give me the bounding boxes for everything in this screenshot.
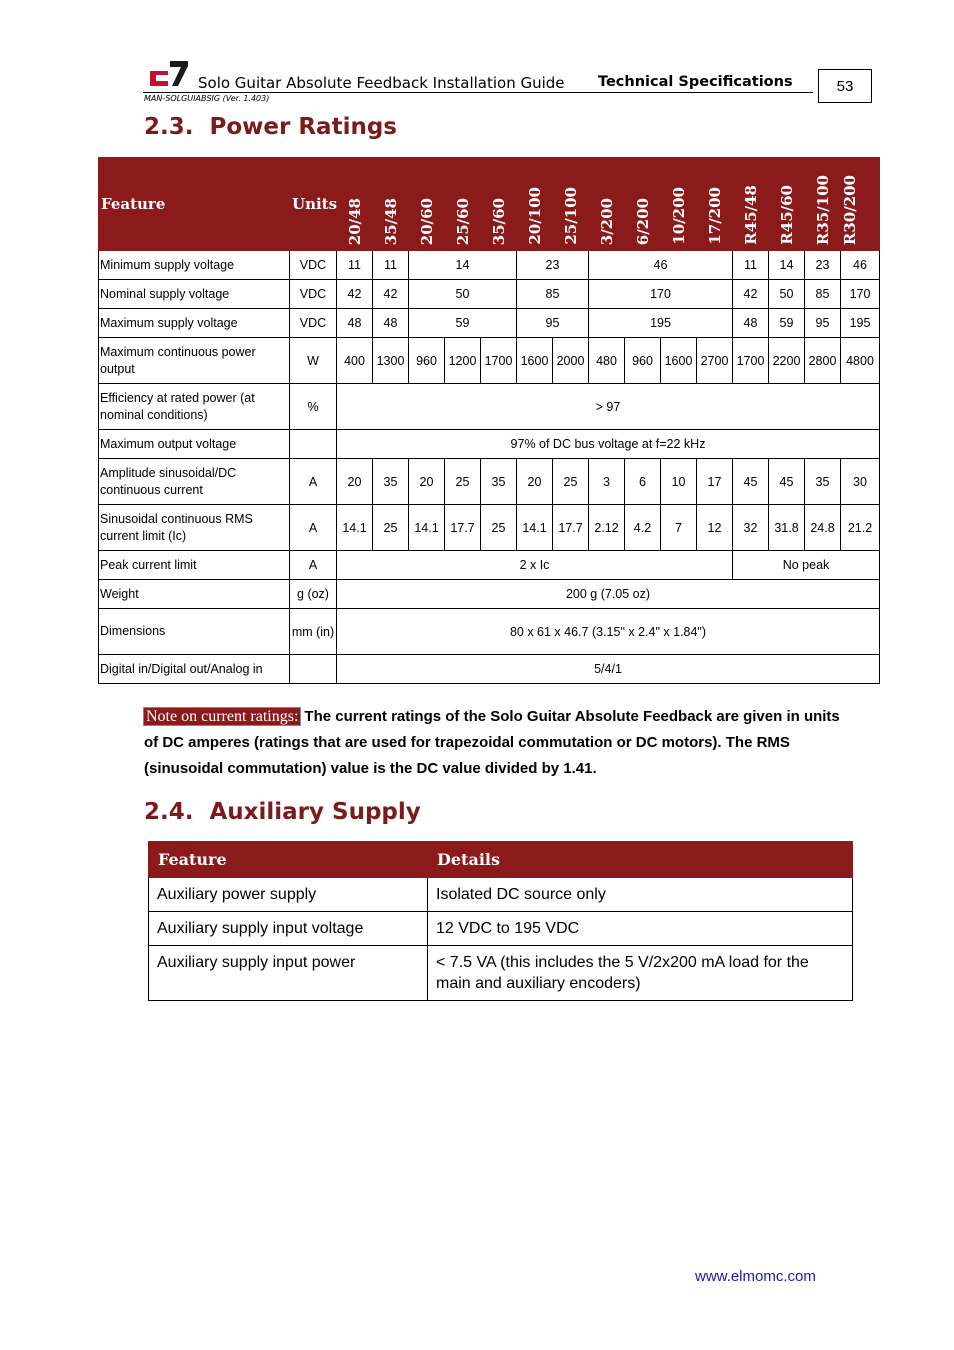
column-header-model bbox=[733, 158, 769, 251]
value-cell: 480 bbox=[589, 338, 625, 384]
table-cell: Isolated DC source only bbox=[428, 878, 853, 912]
column-header-model bbox=[373, 158, 409, 251]
note-label: Note on current ratings: bbox=[146, 708, 299, 725]
value-cell: 2700 bbox=[697, 338, 733, 384]
table-row bbox=[149, 912, 853, 946]
elmo-logo-icon bbox=[148, 59, 190, 89]
value-cell: 7 bbox=[661, 505, 697, 551]
model-label: 6/200 bbox=[633, 197, 652, 245]
table-cell: Auxiliary supply input voltage bbox=[149, 912, 428, 946]
value-cell: 25 bbox=[373, 505, 409, 551]
value-cell: 42 bbox=[373, 280, 409, 309]
column-header-model bbox=[661, 158, 697, 251]
unit-cell: % bbox=[290, 384, 337, 430]
value-cell: 42 bbox=[337, 280, 373, 309]
footer-website-link[interactable]: www.elmomc.com bbox=[695, 1268, 816, 1285]
page-number: 53 bbox=[818, 69, 872, 103]
model-label: 17/200 bbox=[705, 187, 724, 245]
feature-cell: Minimum supply voltage bbox=[99, 251, 290, 280]
section-number: 2.3. bbox=[144, 114, 194, 140]
value-cell: 35 bbox=[481, 459, 517, 505]
column-header-model bbox=[697, 158, 733, 251]
value-cell: 2 x Ic bbox=[337, 551, 733, 580]
value-cell: 10 bbox=[661, 459, 697, 505]
value-cell: 14.1 bbox=[337, 505, 373, 551]
value-cell: 80 x 61 x 46.7 (3.15" x 2.4" x 1.84") bbox=[337, 609, 880, 655]
unit-cell: A bbox=[290, 551, 337, 580]
value-cell: 85 bbox=[805, 280, 841, 309]
table-cell: < 7.5 VA (this includes the 5 V/2x200 mA load for the main and auxiliary encoders) bbox=[428, 946, 853, 1001]
value-cell: 14 bbox=[409, 251, 517, 280]
unit-cell: W bbox=[290, 338, 337, 384]
column-header-model bbox=[769, 158, 805, 251]
value-cell: 25 bbox=[481, 505, 517, 551]
value-cell: 1700 bbox=[733, 338, 769, 384]
unit-cell: VDC bbox=[290, 251, 337, 280]
value-cell: 960 bbox=[625, 338, 661, 384]
model-label: R45/48 bbox=[741, 185, 760, 245]
header-section: Technical Specifications bbox=[598, 74, 793, 90]
section-heading: Power Ratings bbox=[209, 114, 397, 140]
column-header-units: Units bbox=[290, 158, 337, 251]
unit-cell: A bbox=[290, 505, 337, 551]
table-row bbox=[99, 580, 880, 609]
value-cell: 25 bbox=[445, 459, 481, 505]
value-cell: 960 bbox=[409, 338, 445, 384]
value-cell: > 97 bbox=[337, 384, 880, 430]
column-header-model bbox=[805, 158, 841, 251]
value-cell: 20 bbox=[409, 459, 445, 505]
value-cell: 200 g (7.05 oz) bbox=[337, 580, 880, 609]
model-label: 20/60 bbox=[417, 197, 436, 245]
value-cell: 4800 bbox=[841, 338, 880, 384]
model-label: R35/100 bbox=[813, 174, 832, 245]
power-ratings-table bbox=[98, 157, 880, 684]
value-cell: 32 bbox=[733, 505, 769, 551]
value-cell: 20 bbox=[517, 459, 553, 505]
feature-cell: Weight bbox=[99, 580, 290, 609]
table-row bbox=[99, 338, 880, 384]
column-header-model bbox=[517, 158, 553, 251]
value-cell: 17.7 bbox=[553, 505, 589, 551]
value-cell: 170 bbox=[841, 280, 880, 309]
table-cell: Auxiliary supply input power bbox=[149, 946, 428, 1001]
feature-cell: Maximum continuous power output bbox=[99, 338, 290, 384]
model-label: 35/60 bbox=[489, 197, 508, 245]
value-cell: 2.12 bbox=[589, 505, 625, 551]
column-header-details: Details bbox=[428, 842, 853, 878]
table-row bbox=[99, 609, 880, 655]
model-label: 25/100 bbox=[561, 187, 580, 245]
value-cell: 1300 bbox=[373, 338, 409, 384]
value-cell: 30 bbox=[841, 459, 880, 505]
feature-cell: Nominal supply voltage bbox=[99, 280, 290, 309]
auxiliary-supply-table bbox=[148, 841, 853, 1001]
unit-cell: VDC bbox=[290, 309, 337, 338]
value-cell: 195 bbox=[841, 309, 880, 338]
value-cell: 400 bbox=[337, 338, 373, 384]
value-cell: 14.1 bbox=[517, 505, 553, 551]
feature-cell: Dimensions bbox=[99, 609, 290, 655]
value-cell: 11 bbox=[373, 251, 409, 280]
value-cell: 2000 bbox=[553, 338, 589, 384]
table-row bbox=[99, 551, 880, 580]
value-cell: 25 bbox=[553, 459, 589, 505]
value-cell: 11 bbox=[733, 251, 769, 280]
value-cell: 4.2 bbox=[625, 505, 661, 551]
header-rule bbox=[143, 92, 813, 93]
model-label: 20/100 bbox=[525, 187, 544, 245]
value-cell: 42 bbox=[733, 280, 769, 309]
unit-cell: A bbox=[290, 459, 337, 505]
value-cell: 6 bbox=[625, 459, 661, 505]
column-header-model bbox=[481, 158, 517, 251]
value-cell: 45 bbox=[769, 459, 805, 505]
value-cell: 23 bbox=[805, 251, 841, 280]
model-label: 35/48 bbox=[381, 197, 400, 245]
feature-cell: Peak current limit bbox=[99, 551, 290, 580]
table-cell: 12 VDC to 195 VDC bbox=[428, 912, 853, 946]
value-cell: 11 bbox=[337, 251, 373, 280]
column-header-model bbox=[589, 158, 625, 251]
value-cell: 1600 bbox=[661, 338, 697, 384]
model-label: 10/200 bbox=[669, 187, 688, 245]
table-row bbox=[99, 505, 880, 551]
feature-cell: Amplitude sinusoidal/DC continuous current bbox=[99, 459, 290, 505]
feature-cell: Maximum output voltage bbox=[99, 430, 290, 459]
model-label: 3/200 bbox=[597, 197, 616, 245]
value-cell: 2800 bbox=[805, 338, 841, 384]
value-cell: 20 bbox=[337, 459, 373, 505]
value-cell: 195 bbox=[589, 309, 733, 338]
value-cell: 35 bbox=[373, 459, 409, 505]
column-header-model bbox=[409, 158, 445, 251]
value-cell: 14.1 bbox=[409, 505, 445, 551]
value-cell: 5/4/1 bbox=[337, 655, 880, 684]
header-doc-id: MAN-SOLGUIABSIG (Ver. 1.403) bbox=[144, 94, 270, 103]
table-row bbox=[99, 655, 880, 684]
column-header-model bbox=[553, 158, 589, 251]
section-title-auxiliary-supply bbox=[144, 799, 421, 825]
column-header-model bbox=[625, 158, 661, 251]
value-cell: 17.7 bbox=[445, 505, 481, 551]
value-cell: 35 bbox=[805, 459, 841, 505]
value-cell: 45 bbox=[733, 459, 769, 505]
model-label: 25/60 bbox=[453, 197, 472, 245]
model-label: 20/48 bbox=[345, 197, 364, 245]
column-header-model bbox=[337, 158, 373, 251]
column-header-feature: Feature bbox=[99, 158, 290, 251]
column-header-model bbox=[445, 158, 481, 251]
value-cell: 14 bbox=[769, 251, 805, 280]
table-header-row bbox=[149, 842, 853, 878]
value-cell: 97% of DC bus voltage at f=22 kHz bbox=[337, 430, 880, 459]
unit-cell: g (oz) bbox=[290, 580, 337, 609]
current-ratings-note bbox=[144, 704, 844, 782]
value-cell: 46 bbox=[841, 251, 880, 280]
value-cell: 48 bbox=[733, 309, 769, 338]
unit-cell: VDC bbox=[290, 280, 337, 309]
feature-cell: Efficiency at rated power (at nominal conditions) bbox=[99, 384, 290, 430]
value-cell: 170 bbox=[589, 280, 733, 309]
table-row bbox=[99, 384, 880, 430]
value-cell: 50 bbox=[769, 280, 805, 309]
feature-cell: Sinusoidal continuous RMS current limit (Ic) bbox=[99, 505, 290, 551]
table-row bbox=[149, 878, 853, 912]
value-cell: 59 bbox=[409, 309, 517, 338]
model-label: R30/200 bbox=[841, 174, 859, 245]
value-cell: 1200 bbox=[445, 338, 481, 384]
section-heading: Auxiliary Supply bbox=[209, 799, 421, 825]
table-row bbox=[99, 430, 880, 459]
value-cell: 1700 bbox=[481, 338, 517, 384]
feature-cell: Digital in/Digital out/Analog in bbox=[99, 655, 290, 684]
table-row bbox=[99, 459, 880, 505]
value-cell: 23 bbox=[517, 251, 589, 280]
header-title: Solo Guitar Absolute Feedback Installation Guide bbox=[198, 74, 565, 92]
value-cell: 1600 bbox=[517, 338, 553, 384]
unit-cell bbox=[290, 655, 337, 684]
value-cell: 31.8 bbox=[769, 505, 805, 551]
value-cell: 17 bbox=[697, 459, 733, 505]
table-row bbox=[99, 280, 880, 309]
value-cell: 85 bbox=[517, 280, 589, 309]
value-cell: No peak bbox=[733, 551, 880, 580]
table-row bbox=[99, 251, 880, 280]
value-cell: 59 bbox=[769, 309, 805, 338]
section-number: 2.4. bbox=[144, 799, 194, 825]
value-cell: 48 bbox=[373, 309, 409, 338]
column-header-feature: Feature bbox=[149, 842, 428, 878]
table-cell: Auxiliary power supply bbox=[149, 878, 428, 912]
unit-cell bbox=[290, 430, 337, 459]
value-cell: 50 bbox=[409, 280, 517, 309]
value-cell: 48 bbox=[337, 309, 373, 338]
value-cell: 12 bbox=[697, 505, 733, 551]
value-cell: 46 bbox=[589, 251, 733, 280]
table-header-row bbox=[99, 158, 880, 251]
value-cell: 95 bbox=[805, 309, 841, 338]
model-label: R45/60 bbox=[777, 185, 796, 245]
section-title-power-ratings bbox=[144, 114, 397, 140]
note-text: The current ratings of the Solo Guitar Absolute Feedback are given in units of DC amperes (ratings that are used for trapezoidal commutation or DC motors). The RMS (sinusoidal commutation) value is the DC value divided by 1.41. bbox=[144, 708, 840, 777]
unit-cell: mm (in) bbox=[290, 609, 337, 655]
value-cell: 21.2 bbox=[841, 505, 880, 551]
value-cell: 24.8 bbox=[805, 505, 841, 551]
value-cell: 95 bbox=[517, 309, 589, 338]
table-row bbox=[99, 309, 880, 338]
table-row bbox=[149, 946, 853, 1001]
feature-cell: Maximum supply voltage bbox=[99, 309, 290, 338]
value-cell: 2200 bbox=[769, 338, 805, 384]
value-cell: 3 bbox=[589, 459, 625, 505]
